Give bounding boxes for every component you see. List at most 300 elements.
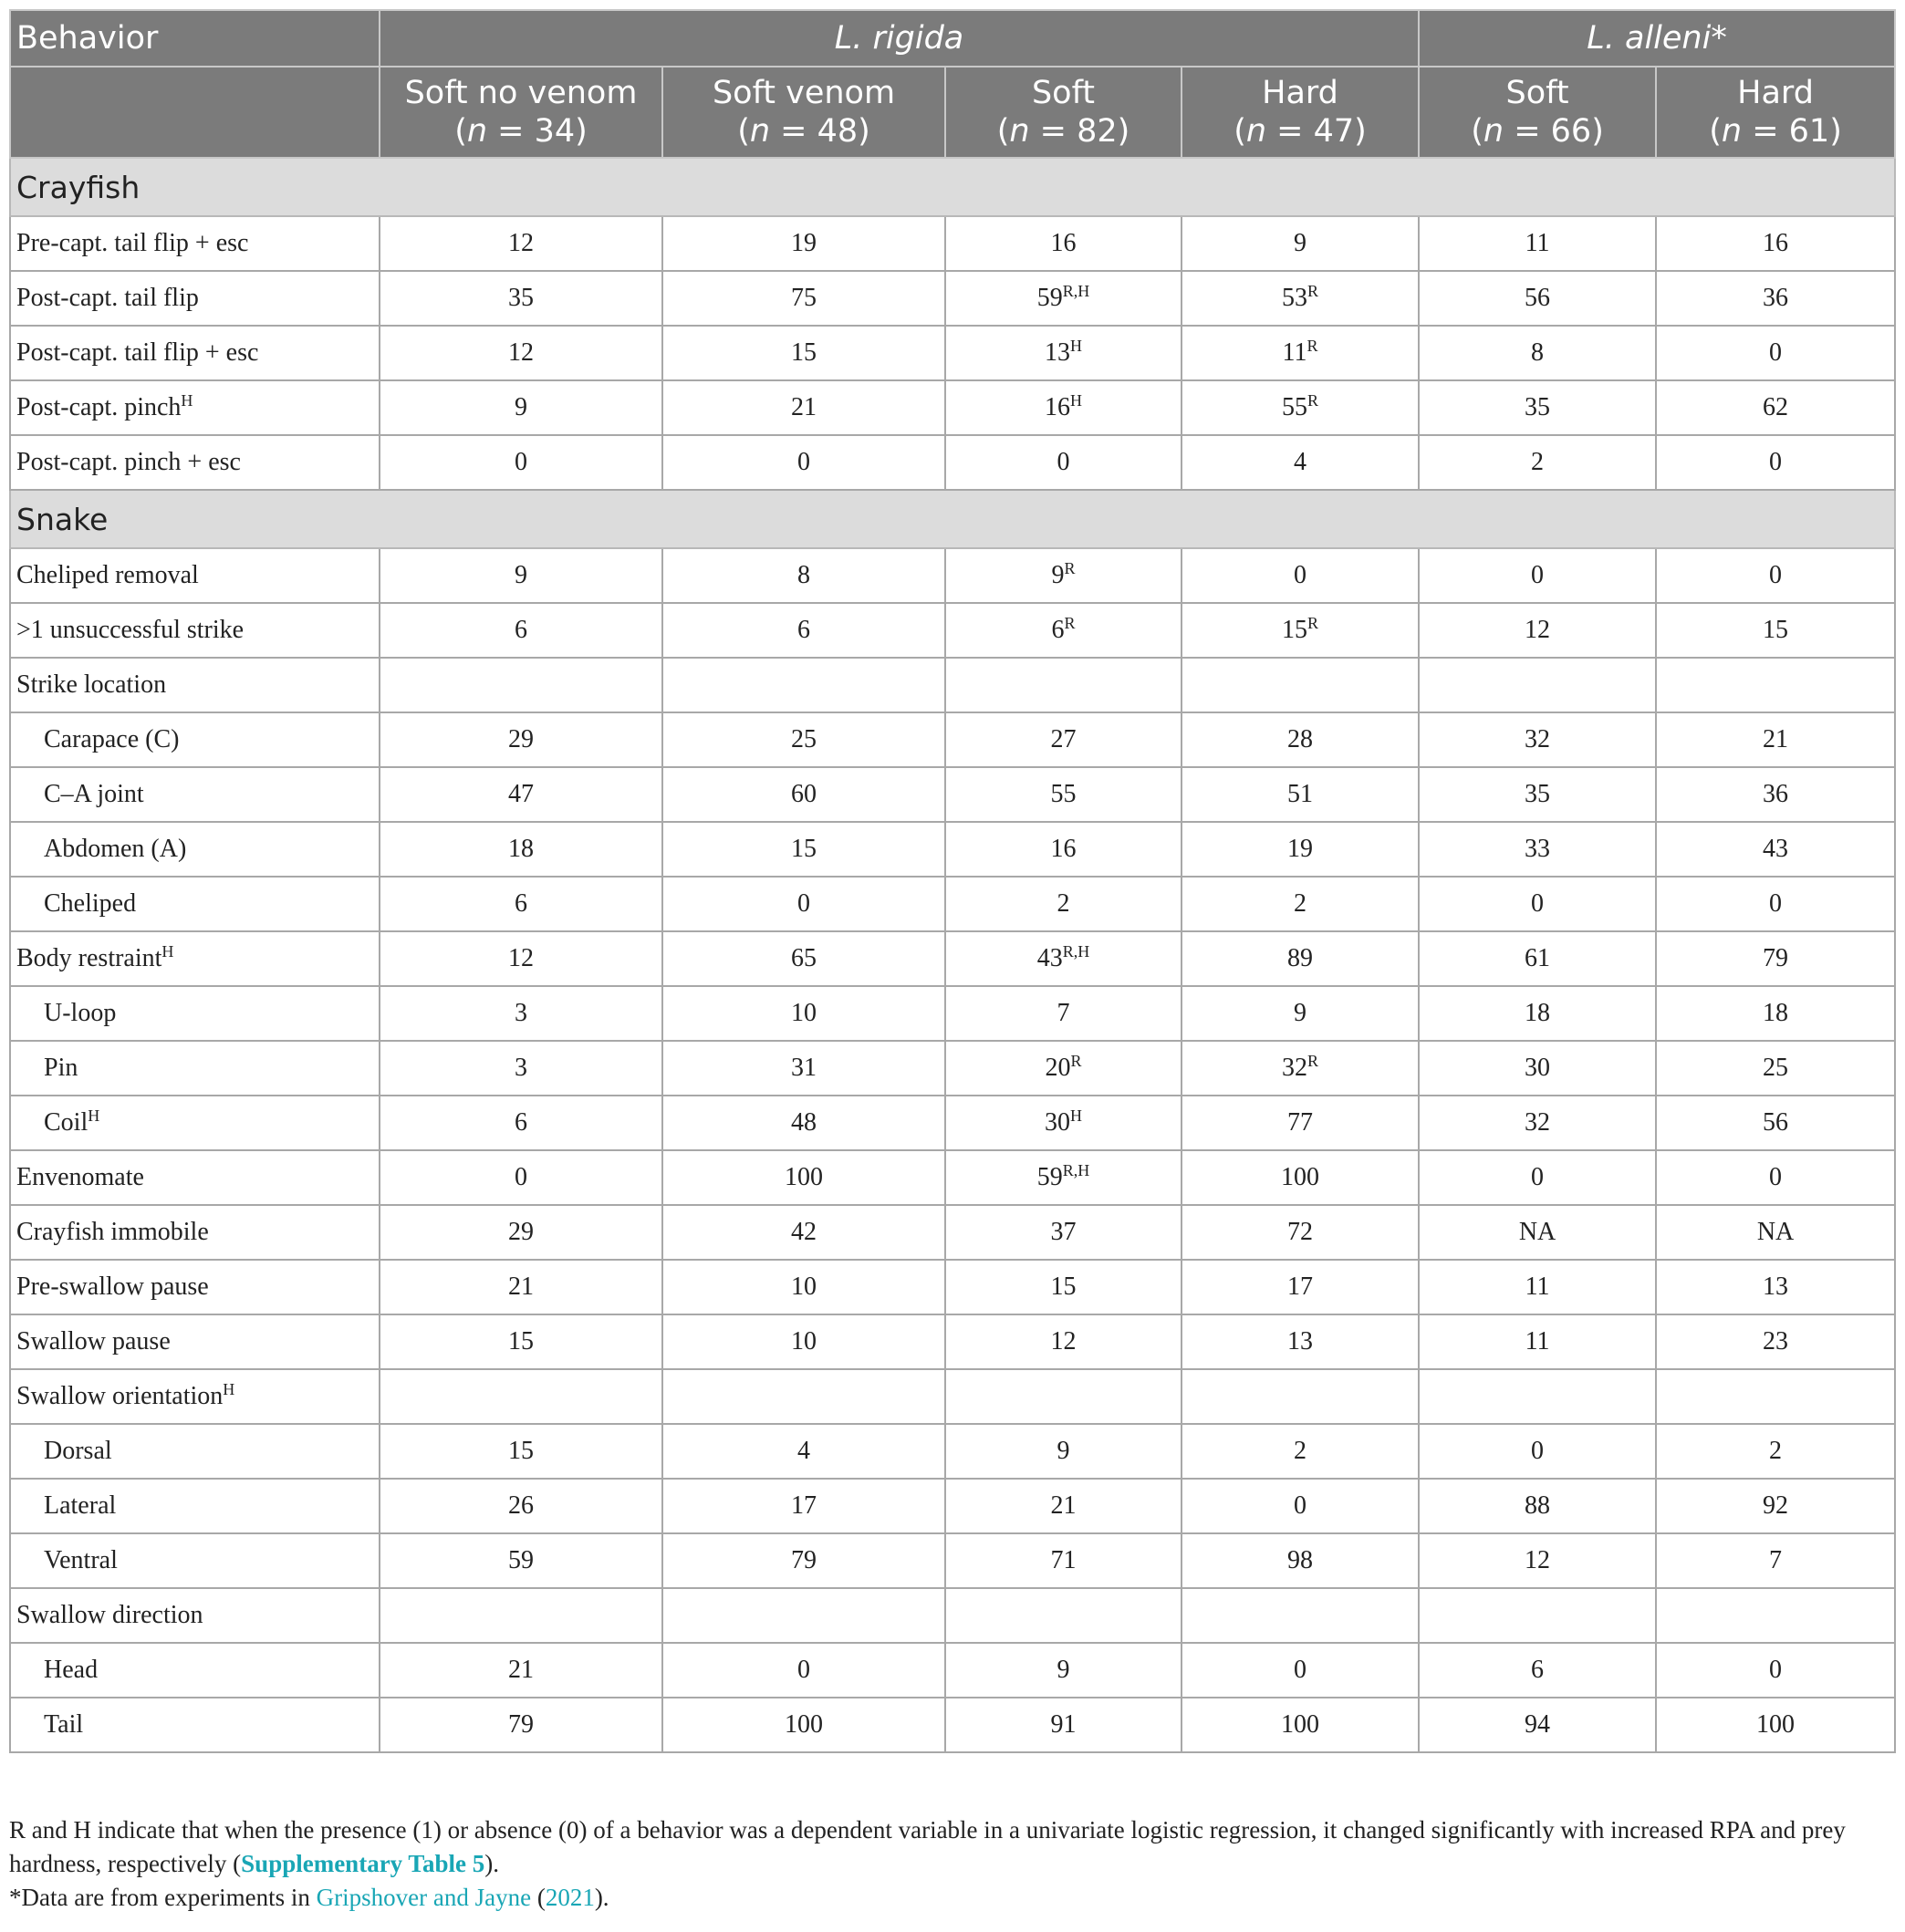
value-cell [380,435,662,490]
behavior-label [10,435,380,490]
cell-value: 36 [1763,780,1789,808]
cell-value: 13 [1045,338,1070,367]
cell-value: 2 [1294,1437,1307,1465]
cell-value: 72 [1287,1218,1314,1246]
value-cell [1656,658,1895,712]
behavior-label-text: Post-capt. pinch [16,393,182,421]
value-cell [1419,1205,1656,1260]
cell-value: 29 [508,1218,534,1246]
cell-value: 2 [1769,1437,1783,1465]
cell-value: 17 [1287,1272,1314,1301]
value-cell [662,1314,945,1369]
column-header-n: n [749,113,771,150]
cell-value: 6 [515,889,527,918]
significance-marker: R [1064,614,1076,632]
cell-value: 4 [1294,448,1307,476]
cell-value: 9 [1057,1656,1070,1684]
significance-marker: H [1070,391,1082,410]
behavior-label [10,1096,380,1150]
cell-value: 0 [1769,1163,1783,1191]
cell-value: 12 [508,229,534,257]
value-cell [1656,1041,1895,1096]
column-header [662,67,945,158]
value-cell [1419,603,1656,658]
cell-value: 0 [1294,561,1307,589]
table-row [10,603,1895,658]
value-cell [380,931,662,986]
significance-marker: H [88,1106,100,1125]
cell-value: 51 [1287,780,1314,808]
significance-marker: R [1306,337,1318,355]
value-cell [1182,1479,1419,1533]
cell-value: 9 [515,393,527,421]
cell-value: 10 [791,1327,817,1356]
cell-value: 31 [791,1054,817,1082]
cell-value: 20 [1045,1054,1071,1082]
cell-value: 25 [791,725,817,753]
significance-marker: R [1307,391,1319,410]
cell-value: 11 [1525,229,1550,257]
value-cell [1419,986,1656,1041]
behavior-label-text: Cheliped removal [16,561,199,589]
column-header-n: n [1245,113,1267,150]
supplementary-table-link[interactable]: Supplementary Table 5 [241,1850,485,1877]
reference-author-link[interactable]: Gripshover and Jayne [316,1884,532,1911]
cell-value: 47 [508,780,534,808]
value-cell [945,877,1182,931]
cell-value: 0 [515,448,527,476]
behavior-label [10,1041,380,1096]
value-cell [1182,658,1419,712]
value-cell [1656,1369,1895,1424]
value-cell [662,1260,945,1314]
cell-value: 18 [1525,999,1551,1027]
behavior-label-text: Pre-swallow pause [16,1272,209,1301]
cell-value: 23 [1763,1327,1789,1356]
table-row [10,1643,1895,1698]
value-cell [380,271,662,326]
value-cell [1182,548,1419,603]
column-header-label: Soft [1031,75,1096,111]
value-cell [1656,1479,1895,1533]
cell-value: 100 [1756,1710,1796,1739]
value-cell [380,1533,662,1588]
value-cell [662,1096,945,1150]
cell-value: 0 [1769,338,1783,367]
value-cell [945,1643,1182,1698]
column-header-count: = 82) [1029,113,1130,150]
value-cell [380,1096,662,1150]
cell-value: 11 [1282,338,1307,367]
value-cell [945,326,1182,380]
value-cell [1419,326,1656,380]
behavior-label [10,986,380,1041]
behavior-label [10,931,380,986]
value-cell [1419,658,1656,712]
value-cell [662,216,945,271]
group-header-l-alleni [1419,10,1895,67]
value-cell [1419,1314,1656,1369]
column-header-n: n [466,113,488,150]
cell-value: 15 [791,338,817,367]
cell-value: 21 [1763,725,1789,753]
cell-value: 9 [1057,1437,1070,1465]
value-cell [1419,380,1656,435]
table-row [10,1150,1895,1205]
behavior-label-text: Dorsal [44,1437,112,1465]
behavior-subheader [10,67,380,158]
footnote-significance [9,1813,1896,1881]
value-cell [945,1369,1182,1424]
behavior-table [9,9,1896,1753]
value-cell [945,1314,1182,1369]
value-cell [1656,1643,1895,1698]
cell-value: 9 [1294,229,1307,257]
value-cell [1656,1096,1895,1150]
behavior-label-text: Swallow direction [16,1601,203,1629]
significance-marker: R [1307,614,1319,632]
value-cell [945,1260,1182,1314]
cell-value: 94 [1525,1710,1551,1739]
significance-marker: H [1070,337,1082,355]
column-header-count: = 47) [1266,113,1367,150]
cell-value: 0 [1769,561,1783,589]
column-header-n: n [1721,113,1743,150]
value-cell [1182,216,1419,271]
value-cell [945,216,1182,271]
column-header-paren: ( [1709,113,1722,150]
value-cell [1419,1533,1656,1588]
value-cell [1656,986,1895,1041]
cell-value: 6 [1051,616,1065,644]
value-cell [945,548,1182,603]
value-cell [1656,603,1895,658]
value-cell [945,380,1182,435]
value-cell [380,1205,662,1260]
value-cell [1419,1369,1656,1424]
value-cell [1656,931,1895,986]
table-row [10,326,1895,380]
value-cell [662,1369,945,1424]
behavior-label [10,1369,380,1424]
table-row [10,767,1895,822]
column-header [1656,67,1895,158]
value-cell [1182,1096,1419,1150]
cell-value: 79 [508,1710,534,1739]
behavior-label-text: Ventral [44,1546,118,1574]
value-cell [945,822,1182,877]
column-header-paren: ( [1471,113,1483,150]
value-cell [1656,435,1895,490]
column-header-label: Soft no venom [404,75,638,111]
footnote-text: ). [484,1850,499,1877]
value-cell [945,658,1182,712]
behavior-label-text: Post-capt. pinch + esc [16,448,241,476]
value-cell [1656,1698,1895,1752]
cell-value: 15 [1050,1272,1077,1301]
column-header-label: Soft venom [712,75,896,111]
cell-value: 92 [1763,1491,1789,1520]
value-cell [380,1698,662,1752]
cell-value: 56 [1525,284,1551,312]
cell-value: 65 [791,944,817,972]
cell-value: 18 [1763,999,1789,1027]
footnote-text: R and H indicate that when the presence (1) or absence (0) of a behavior was a dependent variable in a univariate logistic regression, it changed significantly with increased RPA and prey hardness, respectively ( [9,1816,1846,1877]
behavior-label-text: Envenomate [16,1163,144,1191]
value-cell [380,326,662,380]
value-cell [1182,1150,1419,1205]
value-cell [945,271,1182,326]
behavior-label [10,1588,380,1643]
column-header [945,67,1182,158]
value-cell [662,1205,945,1260]
cell-value: 0 [1294,1491,1307,1520]
behavior-label-text: Post-capt. tail flip [16,284,199,312]
table-row [10,1369,1895,1424]
value-cell [662,326,945,380]
value-cell [1656,271,1895,326]
cell-value: 59 [1036,1163,1063,1191]
cell-value: 75 [791,284,817,312]
behavior-label-text: U-loop [44,999,117,1027]
table-row [10,712,1895,767]
value-cell [380,1260,662,1314]
cell-value: 18 [508,835,534,863]
value-cell [1182,380,1419,435]
cell-value: 9 [1051,561,1065,589]
column-header [1182,67,1419,158]
footnote-text: *Data are from experiments in [9,1884,317,1911]
value-cell [1419,877,1656,931]
cell-value: 12 [508,944,534,972]
cell-value: 0 [797,1656,810,1684]
value-cell [945,1041,1182,1096]
cell-value: 2 [1294,889,1307,918]
significance-marker: R [1064,559,1076,577]
value-cell [662,435,945,490]
behavior-label [10,1533,380,1588]
cell-value: 61 [1525,944,1551,972]
cell-value: 89 [1287,944,1314,972]
column-header-paren: ( [1234,113,1246,150]
cell-value: 6 [515,1108,527,1137]
value-cell [1419,931,1656,986]
value-cell [1656,712,1895,767]
value-cell [1656,326,1895,380]
value-cell [1182,931,1419,986]
value-cell [380,1369,662,1424]
cell-value: 37 [1050,1218,1077,1246]
behavior-label-text: Coil [44,1108,88,1137]
value-cell [945,986,1182,1041]
value-cell [1182,986,1419,1041]
cell-value: 19 [1287,835,1314,863]
value-cell [662,380,945,435]
value-cell [1656,1314,1895,1369]
cell-value: 30 [1045,1108,1070,1137]
column-header-label: Soft [1505,75,1569,111]
value-cell [662,1479,945,1533]
value-cell [662,1533,945,1588]
footnotes [9,1813,1896,1915]
value-cell [1656,767,1895,822]
cell-value: 12 [1525,1546,1551,1574]
value-cell [380,1479,662,1533]
value-cell [1182,1041,1419,1096]
section-row [10,490,1895,548]
cell-value: 0 [1531,889,1545,918]
column-header-label: Hard [1737,75,1814,111]
significance-marker: R [1070,1052,1082,1070]
value-cell [380,767,662,822]
value-cell [1182,435,1419,490]
cell-value: 3 [515,999,527,1027]
value-cell [945,603,1182,658]
cell-value: 77 [1287,1108,1314,1137]
cell-value: 17 [791,1491,817,1520]
cell-value: 4 [797,1437,810,1465]
value-cell [662,1150,945,1205]
behavior-label [10,877,380,931]
value-cell [1419,822,1656,877]
cell-value: 79 [791,1546,817,1574]
cell-value: 6 [515,616,527,644]
value-cell [1182,712,1419,767]
cell-value: 8 [1531,338,1545,367]
cell-value: 16 [1050,835,1077,863]
significance-marker: R,H [1062,282,1090,300]
cell-value: 0 [1531,1163,1545,1191]
value-cell [1656,822,1895,877]
table-row [10,986,1895,1041]
significance-marker: H [1070,1106,1082,1125]
behavior-label-text: >1 unsuccessful strike [16,616,245,644]
column-header-count: = 34) [487,113,588,150]
value-cell [380,1150,662,1205]
cell-value: 6 [797,616,810,644]
value-cell [1182,271,1419,326]
value-cell [1182,1205,1419,1260]
value-cell [1419,1041,1656,1096]
column-header-n: n [1009,113,1030,150]
value-cell [662,1698,945,1752]
cell-value: 32 [1525,1108,1551,1137]
cell-value: 2 [1057,889,1070,918]
cell-value: 3 [515,1054,527,1082]
cell-value: 91 [1050,1710,1077,1739]
value-cell [1182,326,1419,380]
cell-value: 36 [1763,284,1789,312]
behavior-label-text: Pin [44,1054,78,1082]
value-cell [945,712,1182,767]
behavior-label [10,1205,380,1260]
cell-value: 56 [1763,1108,1789,1137]
table-body [10,158,1895,1752]
significance-marker: R [1307,1052,1319,1070]
column-header [380,67,662,158]
cell-value: 59 [508,1546,534,1574]
behavior-label-text: Cheliped [44,889,137,918]
table-row [10,1424,1895,1479]
table-row [10,1479,1895,1533]
cell-value: 25 [1763,1054,1789,1082]
column-header-count: = 48) [770,113,870,150]
value-cell [1419,1479,1656,1533]
section-title: Crayfish [10,158,1895,216]
significance-marker: H [161,942,174,961]
value-cell [1656,1205,1895,1260]
value-cell [1419,1096,1656,1150]
behavior-label [10,1424,380,1479]
column-header-count: = 66) [1504,113,1604,150]
table-row [10,1533,1895,1588]
value-cell [945,1533,1182,1588]
value-cell [1182,1369,1419,1424]
group-header-l-rigida [380,10,1419,67]
reference-year-link[interactable]: 2021 [545,1884,595,1911]
value-cell [1656,548,1895,603]
value-cell [1419,271,1656,326]
table-row [10,435,1895,490]
cell-value: 35 [1525,780,1551,808]
cell-value: 28 [1287,725,1314,753]
cell-value: 62 [1763,393,1789,421]
behavior-label [10,603,380,658]
cell-value: 0 [1531,1437,1545,1465]
significance-marker: R,H [1062,1161,1090,1179]
value-cell [1182,1588,1419,1643]
table-row [10,216,1895,271]
column-header-label: Hard [1262,75,1338,111]
value-cell [1182,1643,1419,1698]
value-cell [662,986,945,1041]
cell-value: 98 [1287,1546,1314,1574]
value-cell [662,822,945,877]
value-cell [380,1041,662,1096]
behavior-label [10,822,380,877]
column-header-paren: ( [996,113,1010,150]
value-cell [662,1424,945,1479]
value-cell [662,603,945,658]
behavior-label [10,1698,380,1752]
value-cell [380,1643,662,1698]
cell-value: 21 [508,1656,534,1684]
table-header [10,10,1895,158]
value-cell [1182,1533,1419,1588]
cell-value: 21 [508,1272,534,1301]
cell-value: 0 [797,448,810,476]
value-cell [1419,1260,1656,1314]
value-cell [380,380,662,435]
table-wrapper [9,9,1894,1753]
cell-value: 30 [1525,1054,1551,1082]
cell-value: 10 [791,999,817,1027]
cell-value: 0 [1769,448,1783,476]
group-name-l-alleni: L. alleni* [1587,20,1727,57]
value-cell [662,271,945,326]
value-cell [1182,1314,1419,1369]
table-row [10,1698,1895,1752]
cell-value: 2 [1531,448,1545,476]
behavior-label-text: Strike location [16,670,167,699]
behavior-label [10,1150,380,1205]
cell-value: 0 [797,889,810,918]
behavior-label [10,1314,380,1369]
value-cell [662,877,945,931]
cell-value: 60 [791,780,817,808]
behavior-label-text: Tail [44,1710,84,1739]
table-row [10,1041,1895,1096]
